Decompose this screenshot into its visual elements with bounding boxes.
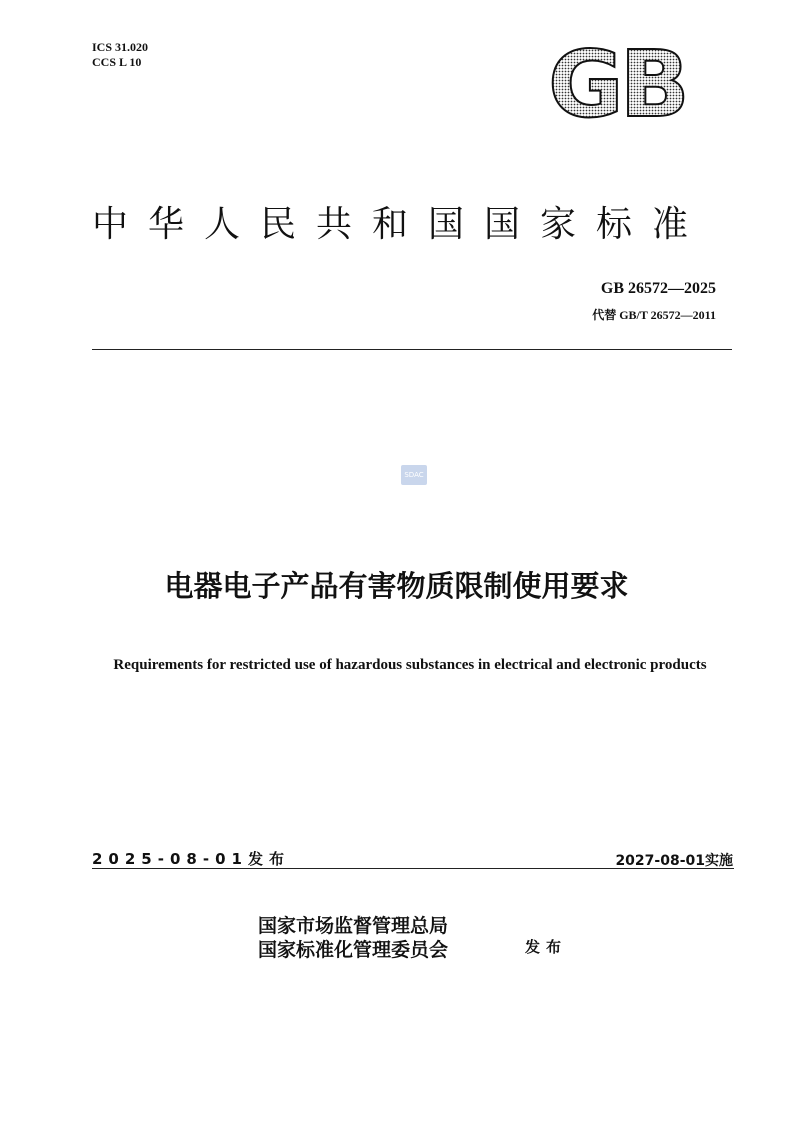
title-english: Requirements for restricted use of hazardous substances in electrical and electronic products <box>113 657 707 673</box>
classification-codes <box>92 40 148 70</box>
standard-number: GB 26572—2025 <box>600 280 716 297</box>
publish-date: 2025-08-01发布 <box>92 850 290 868</box>
ics-code: ICS 31.020 <box>92 40 149 54</box>
ccs-code: CCS L 10 <box>92 55 142 69</box>
issue-label: 发布 <box>525 938 568 956</box>
gb-logo-text: GB <box>548 40 686 122</box>
issuing-authorities <box>258 914 448 962</box>
date-divider <box>92 868 734 869</box>
title-chinese: 电器电子产品有害物质限制使用要求 <box>164 569 629 603</box>
standard-type: 中华人民共和国国家标准 <box>92 204 709 245</box>
gb-logo <box>540 40 695 122</box>
watermark-mark: SDAC <box>401 465 427 485</box>
issuer-sac: 国家标准化管理委员会 <box>258 939 449 961</box>
implement-date: 2027-08-01实施 <box>615 853 733 869</box>
issuer-samr: 国家市场监督管理总局 <box>258 915 449 937</box>
replaces-standard: 代替 GB/T 26572—2011 <box>592 308 716 322</box>
header-divider <box>92 349 732 350</box>
